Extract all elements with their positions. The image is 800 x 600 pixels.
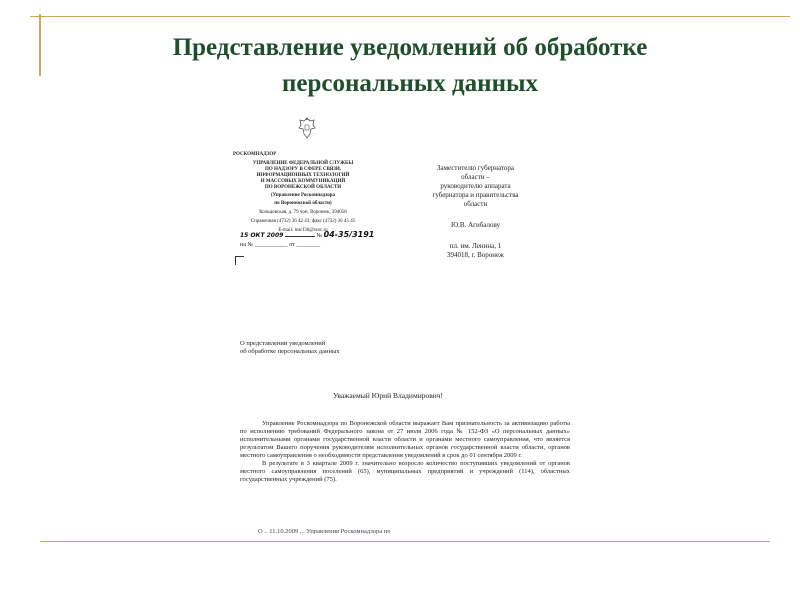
org-sub-line: по Воронежской области) <box>274 201 332 206</box>
letter-body <box>240 420 570 484</box>
body-paragraph: Управление Роскомнадзора по Воронежской области выражает Вам признательность за активизацию работы по исполнению требований Федерального закона от 27 июля 2006 года № 152-ФЗ «О персональных данных» исполнительными органами государственной власти области и органами местного самоуправления, что является результатом Вашего поручения руководителям исполнительных органов государственной власти области, органов местного самоуправления о необходимости представления уведомлений в срок до 01 сентября 2009 г. <box>240 420 570 459</box>
addressee-line: губернатора и правительства <box>432 191 519 199</box>
corner-mark <box>235 256 244 265</box>
org-line: ПО НАДЗОРУ В СФЕРЕ СВЯЗИ, <box>264 167 342 172</box>
addressee-line: руководителю аппарата <box>440 182 511 190</box>
addressee-name: Ю.В. Агибалову <box>450 221 501 229</box>
org-email: E-mail: inscf36@rsoc.ru <box>278 228 328 233</box>
org-line: И МАССОВЫХ КОММУНИКАЦИЙ <box>260 179 346 184</box>
addressee-street: пл. им. Ленина, 1 <box>449 242 502 250</box>
slide-title-line-2: персональных данных <box>281 70 539 97</box>
org-phones: Справочная (4732) 36 42 43; факс (4732) 36 45 45 <box>250 219 356 224</box>
registration-line <box>240 230 374 239</box>
top-divider <box>30 16 790 17</box>
scanned-letter <box>228 108 573 536</box>
number-label: № <box>316 233 323 239</box>
reference-line: на № ___________ от ________ <box>240 242 321 248</box>
addressee-block <box>408 164 543 260</box>
org-sub-line: (Управление Роскомнадзора <box>271 193 335 198</box>
left-accent-line <box>39 14 41 76</box>
handwritten-number: 04-35/3191 <box>323 230 375 239</box>
letter-greeting: Уважаемый Юрий Владимирович! <box>332 391 444 400</box>
bottom-divider <box>40 541 770 542</box>
body-paragraph: В результате в 3 квартале 2009 г. значительно возросло количество поступивших уведомлений от органов местного самоуправления поселений (65), муниципальных предприятий и учреждений (114), областных государственных учреждений (75). <box>240 460 570 483</box>
addressee-line: Заместителю губернатора <box>437 164 514 172</box>
org-line: УПРАВЛЕНИЕ ФЕДЕРАЛЬНОЙ СЛУЖБЫ <box>252 161 354 166</box>
subject-line: об обработке персональных данных <box>240 348 340 355</box>
addressee-line: области – <box>461 173 490 181</box>
handwritten-date: 15 ОКТ 2009 <box>240 232 284 239</box>
cut-off-line: О .. 11.10.2009 ... Управления Роскомнадзора по <box>258 528 391 534</box>
addressee-city: 394018, г. Воронеж <box>447 251 504 259</box>
coat-of-arms-icon <box>296 116 318 140</box>
subject-line: О представлении уведомлений <box>240 340 326 347</box>
org-line: ИНФОРМАЦИОННЫХ ТЕХНОЛОГИЙ <box>256 173 350 178</box>
letterhead <box>233 152 373 234</box>
agency-name: РОСКОМНАДЗОР <box>233 152 277 157</box>
slide-title <box>60 30 760 102</box>
addressee-line: области <box>463 200 488 208</box>
org-address: Кольцовская, д. 79 чон, Воронеж, 394058 <box>259 210 347 215</box>
letter-subject <box>240 340 340 356</box>
org-line: ПО ВОРОНЕЖСКОЙ ОБЛАСТИ <box>264 185 342 190</box>
slide-title-line-1: Представление уведомлений об обработке <box>172 34 648 61</box>
